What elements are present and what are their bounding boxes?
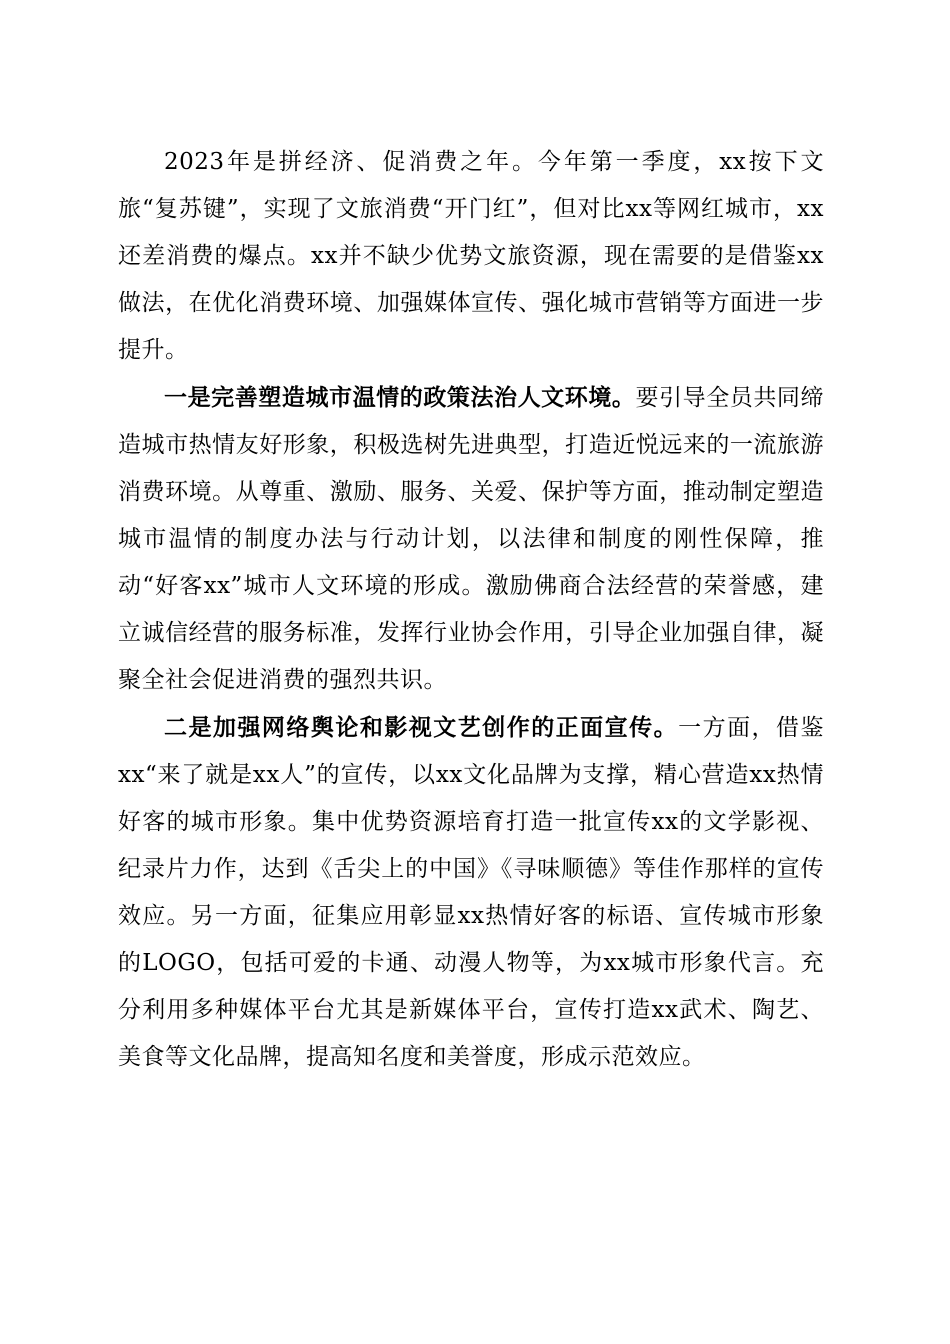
paragraph-point-one	[118, 374, 824, 704]
paragraph-intro	[118, 139, 824, 374]
paragraph-point-two	[118, 704, 824, 1081]
paragraph-intro-text: 2023年是拼经济、促消费之年。今年第一季度，xx按下文旅“复苏键”，实现了文旅消费“开门红”，但对比xx等网红城市，xx还差消费的爆点。xx并不缺少优势文旅资源，现在需要的是借鉴xx做法，在优化消费环境、加强媒体宣传、强化城市营销等方面进一步提升。	[118, 149, 824, 363]
paragraph-point-one-heading: 一是完善塑造城市温情的政策法治人文环境。	[164, 384, 636, 411]
document-body	[118, 139, 824, 1081]
paragraph-point-two-text: 一方面，借鉴xx“来了就是xx人”的宣传，以xx文化品牌为支撑，精心营造xx热情好客的城市形象。集中优势资源培育打造一批宣传xx的文学影视、纪录片力作，达到《舌尖上的中国》《寻味顺德》等佳作那样的宣传效应。另一方面，征集应用彰显xx热情好客的标语、宣传城市形象的LOGO，包括可爱的卡通、动漫人物等，为xx城市形象代言。充分利用多种媒体平台尤其是新媒体平台，宣传打造xx武术、陶艺、美食等文化品牌，提高知名度和美誉度，形成示范效应。	[118, 715, 825, 1070]
paragraph-point-one-text: 要引导全员共同缔造城市热情友好形象，积极选树先进典型，打造近悦远来的一流旅游消费环境。从尊重、激励、服务、关爱、保护等方面，推动制定塑造城市温情的制度办法与行动计划，以法律和制度的刚性保障，推动“好客xx”城市人文环境的形成。激励佛商合法经营的荣誉感，建立诚信经营的服务标准，发挥行业协会作用，引导企业加强自律，凝聚全社会促进消费的强烈共识。	[118, 385, 825, 693]
paragraph-point-two-heading: 二是加强网络舆论和影视文艺创作的正面宣传。	[164, 714, 679, 741]
